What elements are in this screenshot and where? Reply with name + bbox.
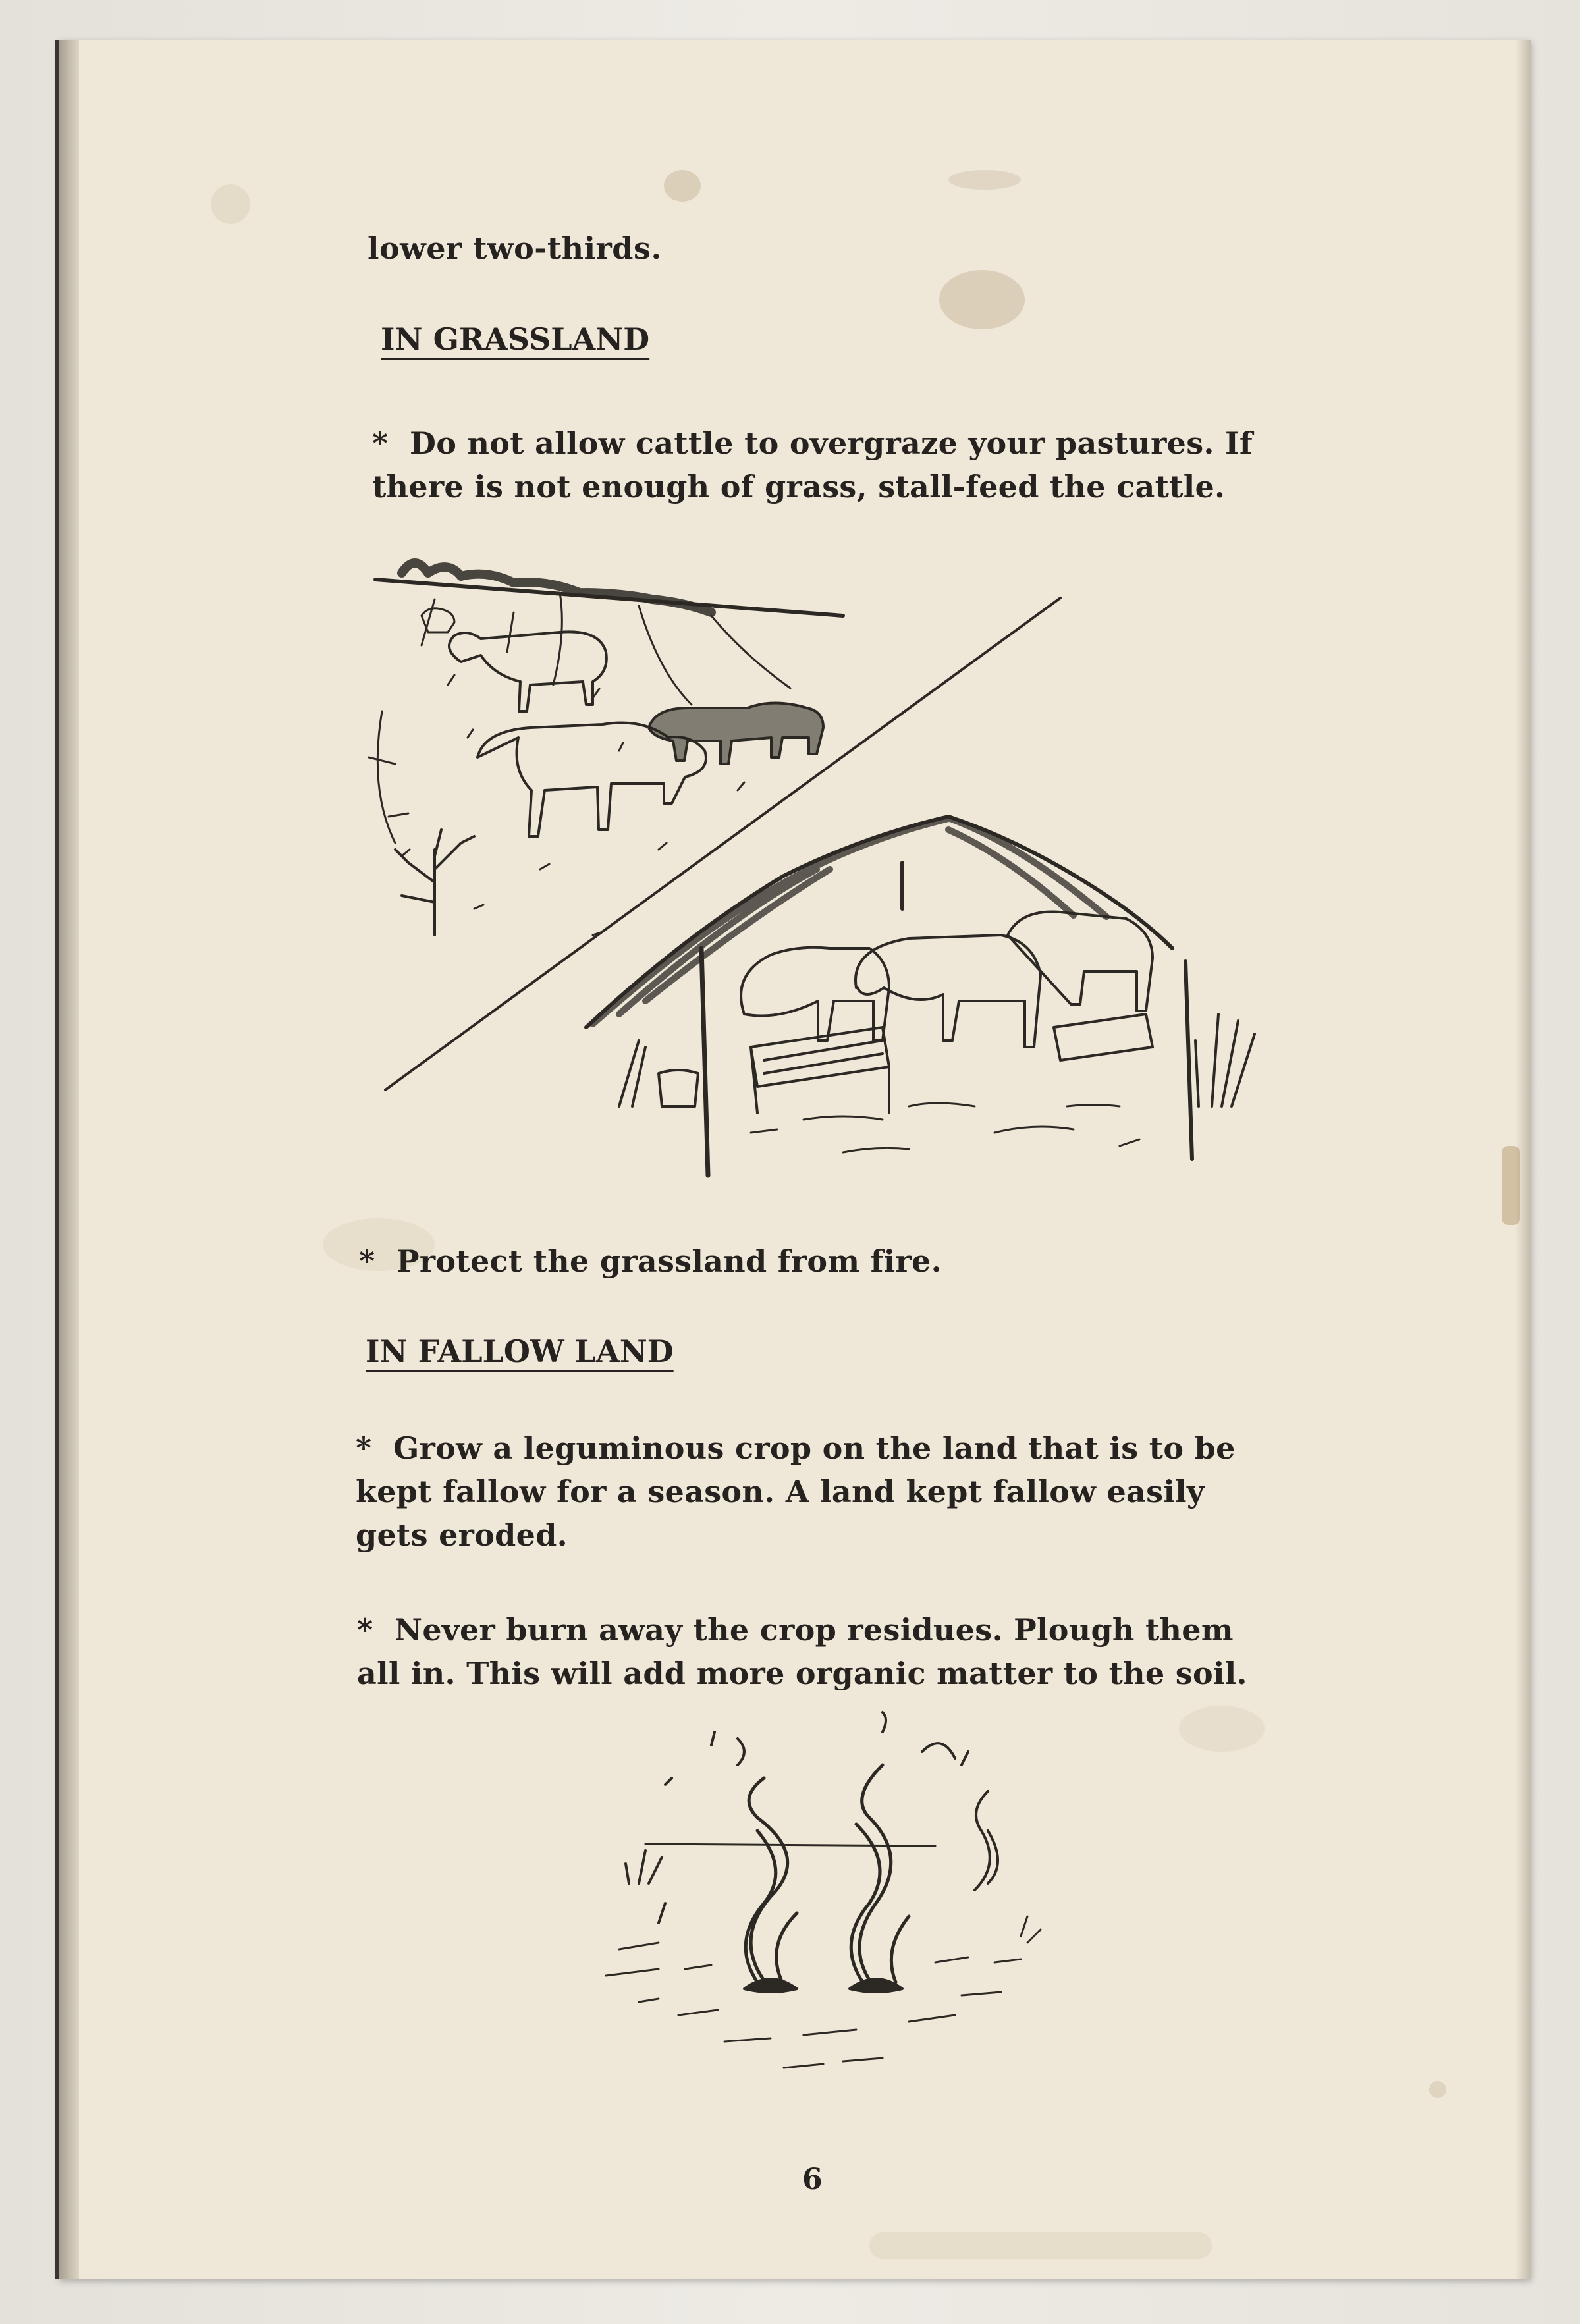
paper-stain xyxy=(211,184,250,224)
paper-stain xyxy=(948,170,1021,190)
calf-far xyxy=(422,608,454,632)
tip-line-text: Grow a leguminous crop on the land that is to be xyxy=(393,1430,1236,1466)
shed-post-front xyxy=(701,948,708,1176)
burning-residue-illustration xyxy=(566,1725,1080,2068)
smoke-plume-right xyxy=(851,1765,909,1989)
shed-floor-straw xyxy=(751,1103,1139,1152)
bullet-asterisk: * xyxy=(356,1430,372,1466)
tip-line-text: Protect the grassland from fire. xyxy=(396,1243,942,1279)
shed-roof xyxy=(586,817,1172,1027)
cow-standing-top xyxy=(449,632,607,711)
grassland-tip-fire xyxy=(359,1239,942,1283)
bullet-asterisk: * xyxy=(372,425,389,461)
page-number: 6 xyxy=(802,2163,823,2196)
smoke-plume-left xyxy=(746,1778,797,1989)
feeding-trough-back xyxy=(1054,1014,1153,1060)
tip-line-text: Do not allow cattle to overgraze your pastures. If xyxy=(410,425,1253,461)
tip-line xyxy=(356,1426,1236,1470)
tip-line: there is not enough of grass, stall-feed the cattle. xyxy=(372,469,1226,504)
shrub xyxy=(395,830,474,935)
paper-stain xyxy=(1502,1146,1520,1225)
bullet-asterisk: * xyxy=(359,1243,375,1279)
grass-tufts-right xyxy=(1021,1916,1041,1943)
paper-stain xyxy=(664,170,701,202)
cow-in-shed-3 xyxy=(1008,911,1153,1011)
paper-stain xyxy=(939,270,1025,329)
fallow-tip-residues xyxy=(357,1608,1247,1695)
fire-base-left xyxy=(744,1979,797,1992)
continued-text-line: lower two-thirds. xyxy=(368,230,662,266)
tip-line: gets eroded. xyxy=(356,1517,568,1553)
cattle-illustration xyxy=(342,540,1304,1185)
divider-diagonal-line xyxy=(385,598,1060,1090)
tip-line xyxy=(372,421,1253,465)
bullet-asterisk: * xyxy=(357,1612,373,1648)
smoke-plume-far-right xyxy=(975,1791,998,1890)
tip-line xyxy=(359,1239,942,1283)
tip-line: all in. This will add more organic matter to the soil. xyxy=(357,1656,1247,1691)
grassland-tip-overgraze xyxy=(372,421,1253,508)
field-stubble xyxy=(606,1943,1021,2068)
paper-stain xyxy=(1429,2081,1446,2098)
shed-post-back xyxy=(1185,961,1192,1159)
tip-line: kept fallow for a season. A land kept fallow easily xyxy=(356,1474,1205,1509)
bucket-and-stand xyxy=(619,1040,698,1106)
horizon-line xyxy=(645,1844,935,1846)
tall-grass xyxy=(1195,1014,1255,1106)
tip-line xyxy=(357,1608,1247,1652)
fallow-tip-leguminous xyxy=(356,1426,1236,1557)
hill-ridge-vegetation xyxy=(402,563,711,612)
paper-stain xyxy=(869,2232,1212,2259)
section-heading-grassland: IN GRASSLAND xyxy=(381,321,650,357)
grass-tufts-left xyxy=(626,1851,665,1923)
paper-stain xyxy=(1179,1706,1265,1752)
section-heading-fallow-land: IN FALLOW LAND xyxy=(366,1334,674,1369)
tip-line-text: Never burn away the crop residues. Plough them xyxy=(395,1612,1234,1648)
cattle-pair-right xyxy=(649,703,823,765)
